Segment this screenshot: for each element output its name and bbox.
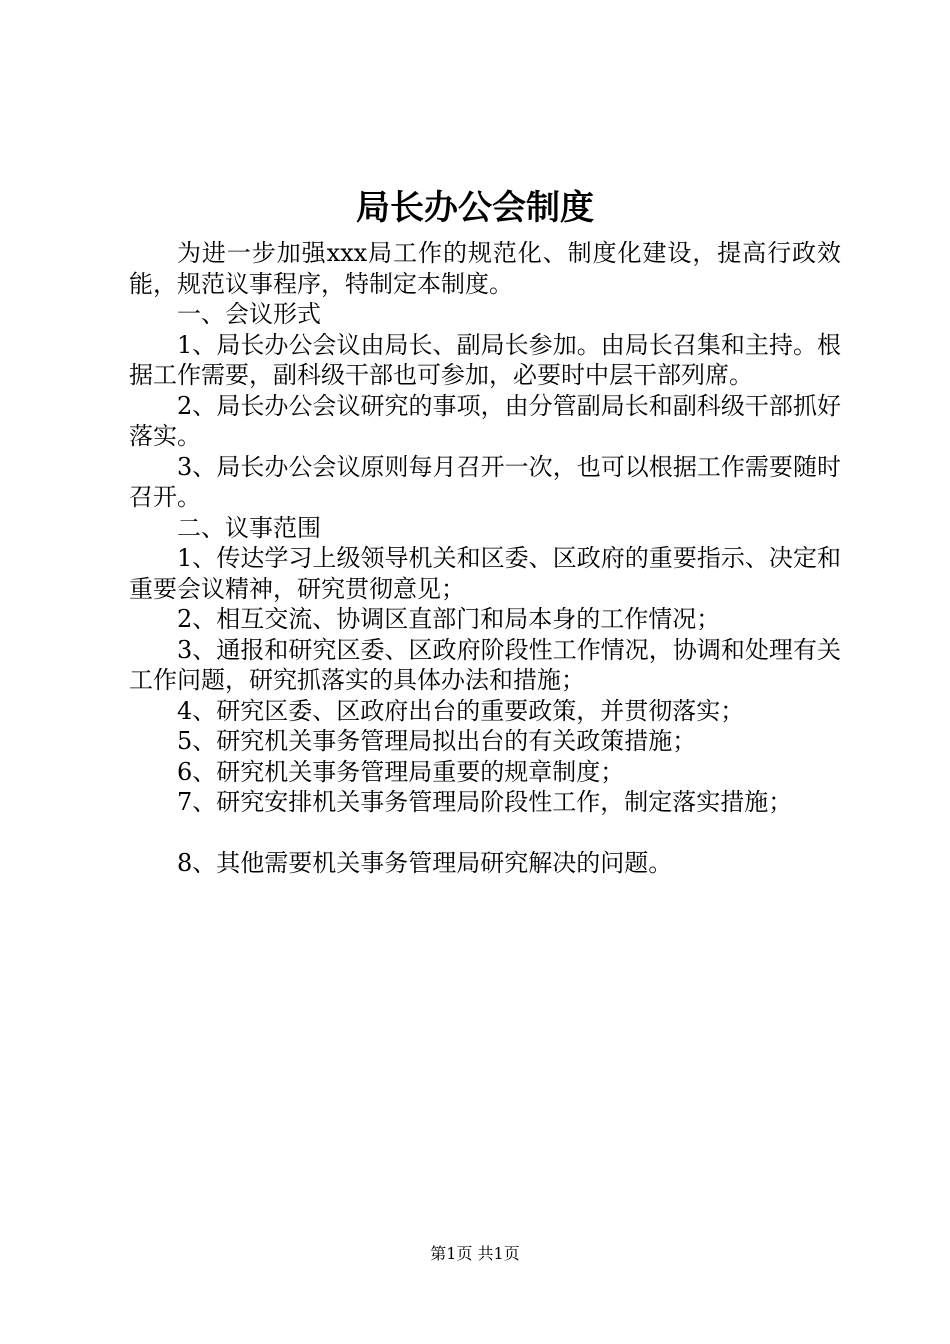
section-heading-meeting-form: 一、会议形式 bbox=[177, 300, 321, 328]
paragraph-item: 4、研究区委、区政府出台的重要政策，并贯彻落实； bbox=[177, 696, 745, 725]
document-body bbox=[129, 238, 841, 878]
intro-paragraph: 为进一步加强xxx局工作的规范化、制度化建设，提高行政效能，规范议事程序，特制定本制度。 bbox=[129, 239, 841, 298]
paragraph-item: 2、相互交流、协调区直部门和局本身的工作情况； bbox=[177, 605, 721, 633]
paragraph-item: 8、其他需要机关事务管理局研究解决的问题。 bbox=[177, 848, 673, 877]
paragraph-item: 3、局长办公会议原则每月召开一次，也可以根据工作需要随时召开。 bbox=[129, 452, 841, 511]
document-title: 局长办公会制度 bbox=[356, 188, 594, 228]
paragraph-item: 1、局长办公会议由局长、副局长参加。由局长召集和主持。根据工作需要，副科级干部也可参加，必要时中层干部列席。 bbox=[129, 330, 841, 389]
paragraph-item: 2、局长办公会议研究的事项，由分管副局长和副科级干部抓好落实。 bbox=[129, 391, 841, 450]
paragraph-item: 6、研究机关事务管理局重要的规章制度； bbox=[177, 757, 625, 786]
section-heading-scope: 二、议事范围 bbox=[177, 513, 321, 542]
paragraph-item: 5、研究机关事务管理局拟出台的有关政策措施； bbox=[177, 727, 697, 755]
paragraph-item: 1、传达学习上级领导机关和区委、区政府的重要指示、决定和重要会议精神，研究贯彻意见； bbox=[129, 544, 841, 603]
paragraph-item: 7、研究安排机关事务管理局阶段性工作，制定落实措施； bbox=[177, 788, 793, 816]
paragraph-item: 3、通报和研究区委、区政府阶段性工作情况，协调和处理有关工作问题，研究抓落实的具体办法和措施； bbox=[129, 635, 841, 694]
page-footer: 第1页 共1页 bbox=[430, 1244, 520, 1263]
